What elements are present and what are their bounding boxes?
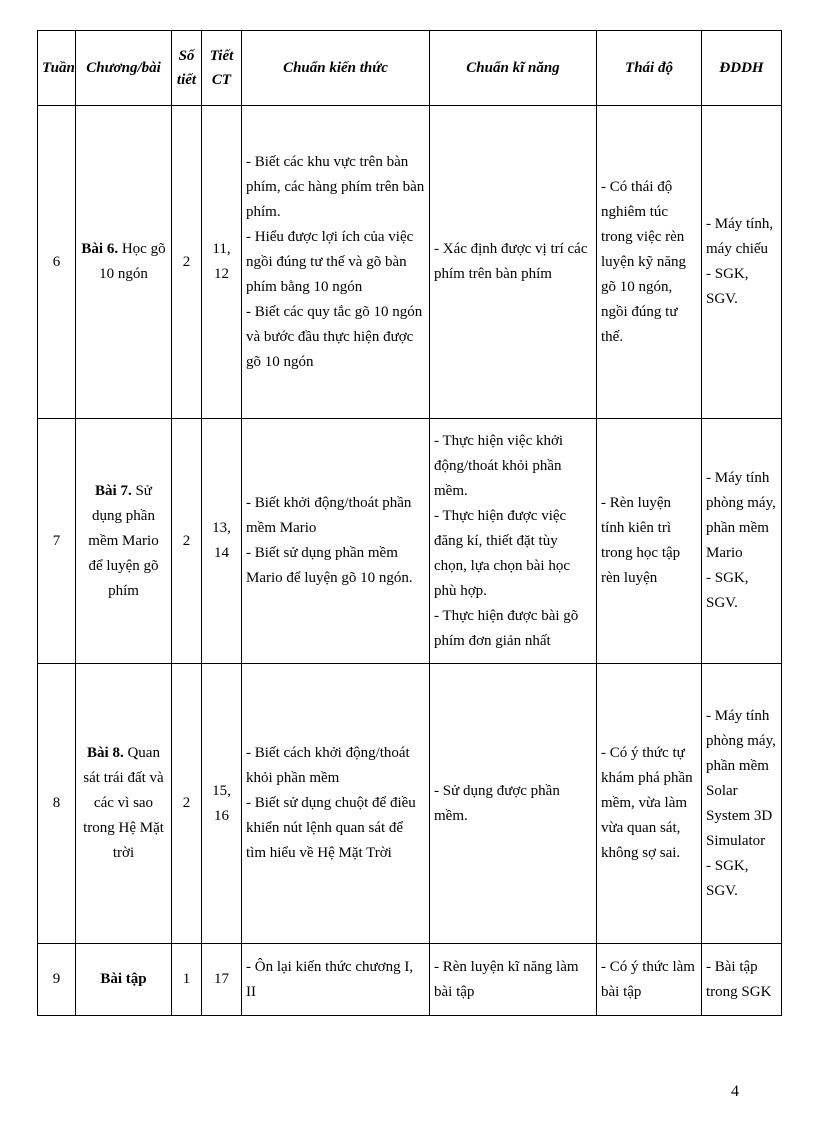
table-row bbox=[38, 664, 782, 944]
knowledge-item: - Ôn lại kiến thức chương I, II bbox=[246, 958, 414, 1000]
attitude-cell bbox=[597, 106, 702, 419]
header-period-no-line-1: Tiết bbox=[209, 48, 234, 64]
knowledge-item: - Biết cách khởi động/thoát khỏi phần mềm bbox=[246, 745, 410, 786]
equipment-cell bbox=[702, 664, 782, 944]
skills-item: - Rèn luyện kĩ năng làm bài tập bbox=[434, 958, 579, 1000]
lesson-number: Bài tập bbox=[100, 971, 147, 987]
week-cell: 8 bbox=[38, 664, 76, 944]
knowledge-item: - Biết các quy tắc gõ 10 ngón và bước đầu thực hiện được gõ 10 ngón bbox=[246, 303, 423, 370]
periods-cell: 1 bbox=[172, 944, 202, 1016]
table-row bbox=[38, 106, 782, 419]
equipment-item: - SGK, SGV. bbox=[706, 857, 749, 899]
knowledge-cell bbox=[242, 106, 430, 419]
attitude-cell bbox=[597, 419, 702, 664]
header-knowledge: Chuẩn kiến thức bbox=[242, 31, 430, 106]
skills-cell bbox=[430, 664, 597, 944]
attitude-cell bbox=[597, 664, 702, 944]
period-no-cell: 11, 12 bbox=[202, 106, 242, 419]
skills-item: - Xác định được vị trí các phím trên bàn phím bbox=[434, 241, 588, 282]
lesson-title: Quan sát trái đất và các vì sao trong Hệ Mặt trời bbox=[83, 745, 164, 861]
period-no-cell: 15, 16 bbox=[202, 664, 242, 944]
knowledge-item: - Biết các khu vực trên bàn phím, các hàng phím trên bàn phím. bbox=[246, 153, 425, 220]
week-cell: 9 bbox=[38, 944, 76, 1016]
equipment-cell bbox=[702, 419, 782, 664]
periods-cell: 2 bbox=[172, 106, 202, 419]
equipment-cell bbox=[702, 944, 782, 1016]
skills-cell bbox=[430, 106, 597, 419]
skills-item: - Thực hiện được bài gõ phím đơn giản nhất bbox=[434, 607, 579, 649]
equipment-item: - Bài tập trong SGK bbox=[706, 958, 772, 1000]
lesson-number: Bài 6. bbox=[81, 241, 119, 257]
knowledge-cell bbox=[242, 664, 430, 944]
lesson-cell bbox=[76, 944, 172, 1016]
header-skills: Chuẩn kĩ năng bbox=[430, 31, 597, 106]
table-row bbox=[38, 944, 782, 1016]
attitude-item: - Rèn luyện tính kiên trì trong học tập rèn luyện bbox=[601, 495, 681, 586]
header-week: Tuần bbox=[38, 31, 76, 106]
header-periods-line-1: Số bbox=[178, 48, 195, 64]
skills-cell bbox=[430, 419, 597, 664]
equipment-item: - SGK, SGV. bbox=[706, 570, 749, 611]
header-chapter: Chương/bài bbox=[76, 31, 172, 106]
lesson-cell bbox=[76, 419, 172, 664]
skills-item: - Thực hiện được việc đăng kí, thiết đặt tùy chọn, lựa chọn bài học phù hợp. bbox=[434, 507, 571, 599]
lesson-plan-table bbox=[37, 30, 782, 1016]
table-row bbox=[38, 419, 782, 664]
knowledge-cell bbox=[242, 944, 430, 1016]
attitude-item: - Có ý thức tự khám phá phần mềm, vừa làm vừa quan sát, không sợ sai. bbox=[601, 745, 693, 861]
periods-cell: 2 bbox=[172, 664, 202, 944]
header-period-no bbox=[202, 31, 242, 106]
week-cell: 6 bbox=[38, 106, 76, 419]
week-cell: 7 bbox=[38, 419, 76, 664]
lesson-title: Học gõ 10 ngón bbox=[99, 241, 166, 282]
header-period-no-line-2: CT bbox=[211, 72, 232, 88]
periods-cell: 2 bbox=[172, 419, 202, 664]
page-number: 4 bbox=[731, 1083, 739, 1100]
period-no-cell: 17 bbox=[202, 944, 242, 1016]
knowledge-item: - Biết khởi động/thoát phần mềm Mario bbox=[246, 495, 412, 536]
header-equipment: ĐDDH bbox=[702, 31, 782, 106]
period-no-cell: 13, 14 bbox=[202, 419, 242, 664]
attitude-cell bbox=[597, 944, 702, 1016]
knowledge-cell bbox=[242, 419, 430, 664]
skills-item: - Thực hiện việc khởi động/thoát khỏi phần mềm. bbox=[434, 432, 564, 499]
lesson-cell bbox=[76, 106, 172, 419]
skills-item: - Sử dụng được phần mềm. bbox=[434, 782, 560, 824]
equipment-item: - Máy tính phòng máy, phần mềm Solar System 3D Simulator bbox=[706, 707, 776, 849]
lesson-title: Sử dụng phần mềm Mario để luyện gõ phím bbox=[88, 482, 159, 599]
header-periods-line-2: tiết bbox=[176, 72, 197, 88]
equipment-item: - Máy tính, máy chiếu bbox=[706, 216, 774, 257]
equipment-item: - SGK, SGV. bbox=[706, 266, 749, 307]
attitude-item: - Có thái độ nghiêm túc trong việc rèn luyện kỹ năng gõ 10 ngón, ngồi đúng tư thế. bbox=[601, 178, 686, 345]
header-attitude: Thái độ bbox=[597, 31, 702, 106]
lesson-cell bbox=[76, 664, 172, 944]
lesson-number: Bài 8. bbox=[87, 745, 124, 761]
knowledge-item: - Biết sử dụng phần mềm Mario để luyện gõ 10 ngón. bbox=[246, 545, 413, 586]
knowledge-item: - Hiểu được lợi ích của việc ngồi đúng tư thế và gõ bàn phím bằng 10 ngón bbox=[246, 228, 414, 295]
equipment-cell bbox=[702, 106, 782, 419]
header-row bbox=[38, 31, 782, 106]
skills-cell bbox=[430, 944, 597, 1016]
header-periods bbox=[172, 31, 202, 106]
attitude-item: - Có ý thức làm bài tập bbox=[601, 958, 695, 1000]
knowledge-item: - Biết sử dụng chuột để điều khiển nút lệnh quan sát để tìm hiểu về Hệ Mặt Trời bbox=[246, 795, 416, 861]
lesson-number: Bài 7. bbox=[95, 482, 132, 499]
equipment-item: - Máy tính phòng máy, phần mềm Mario bbox=[706, 470, 776, 561]
